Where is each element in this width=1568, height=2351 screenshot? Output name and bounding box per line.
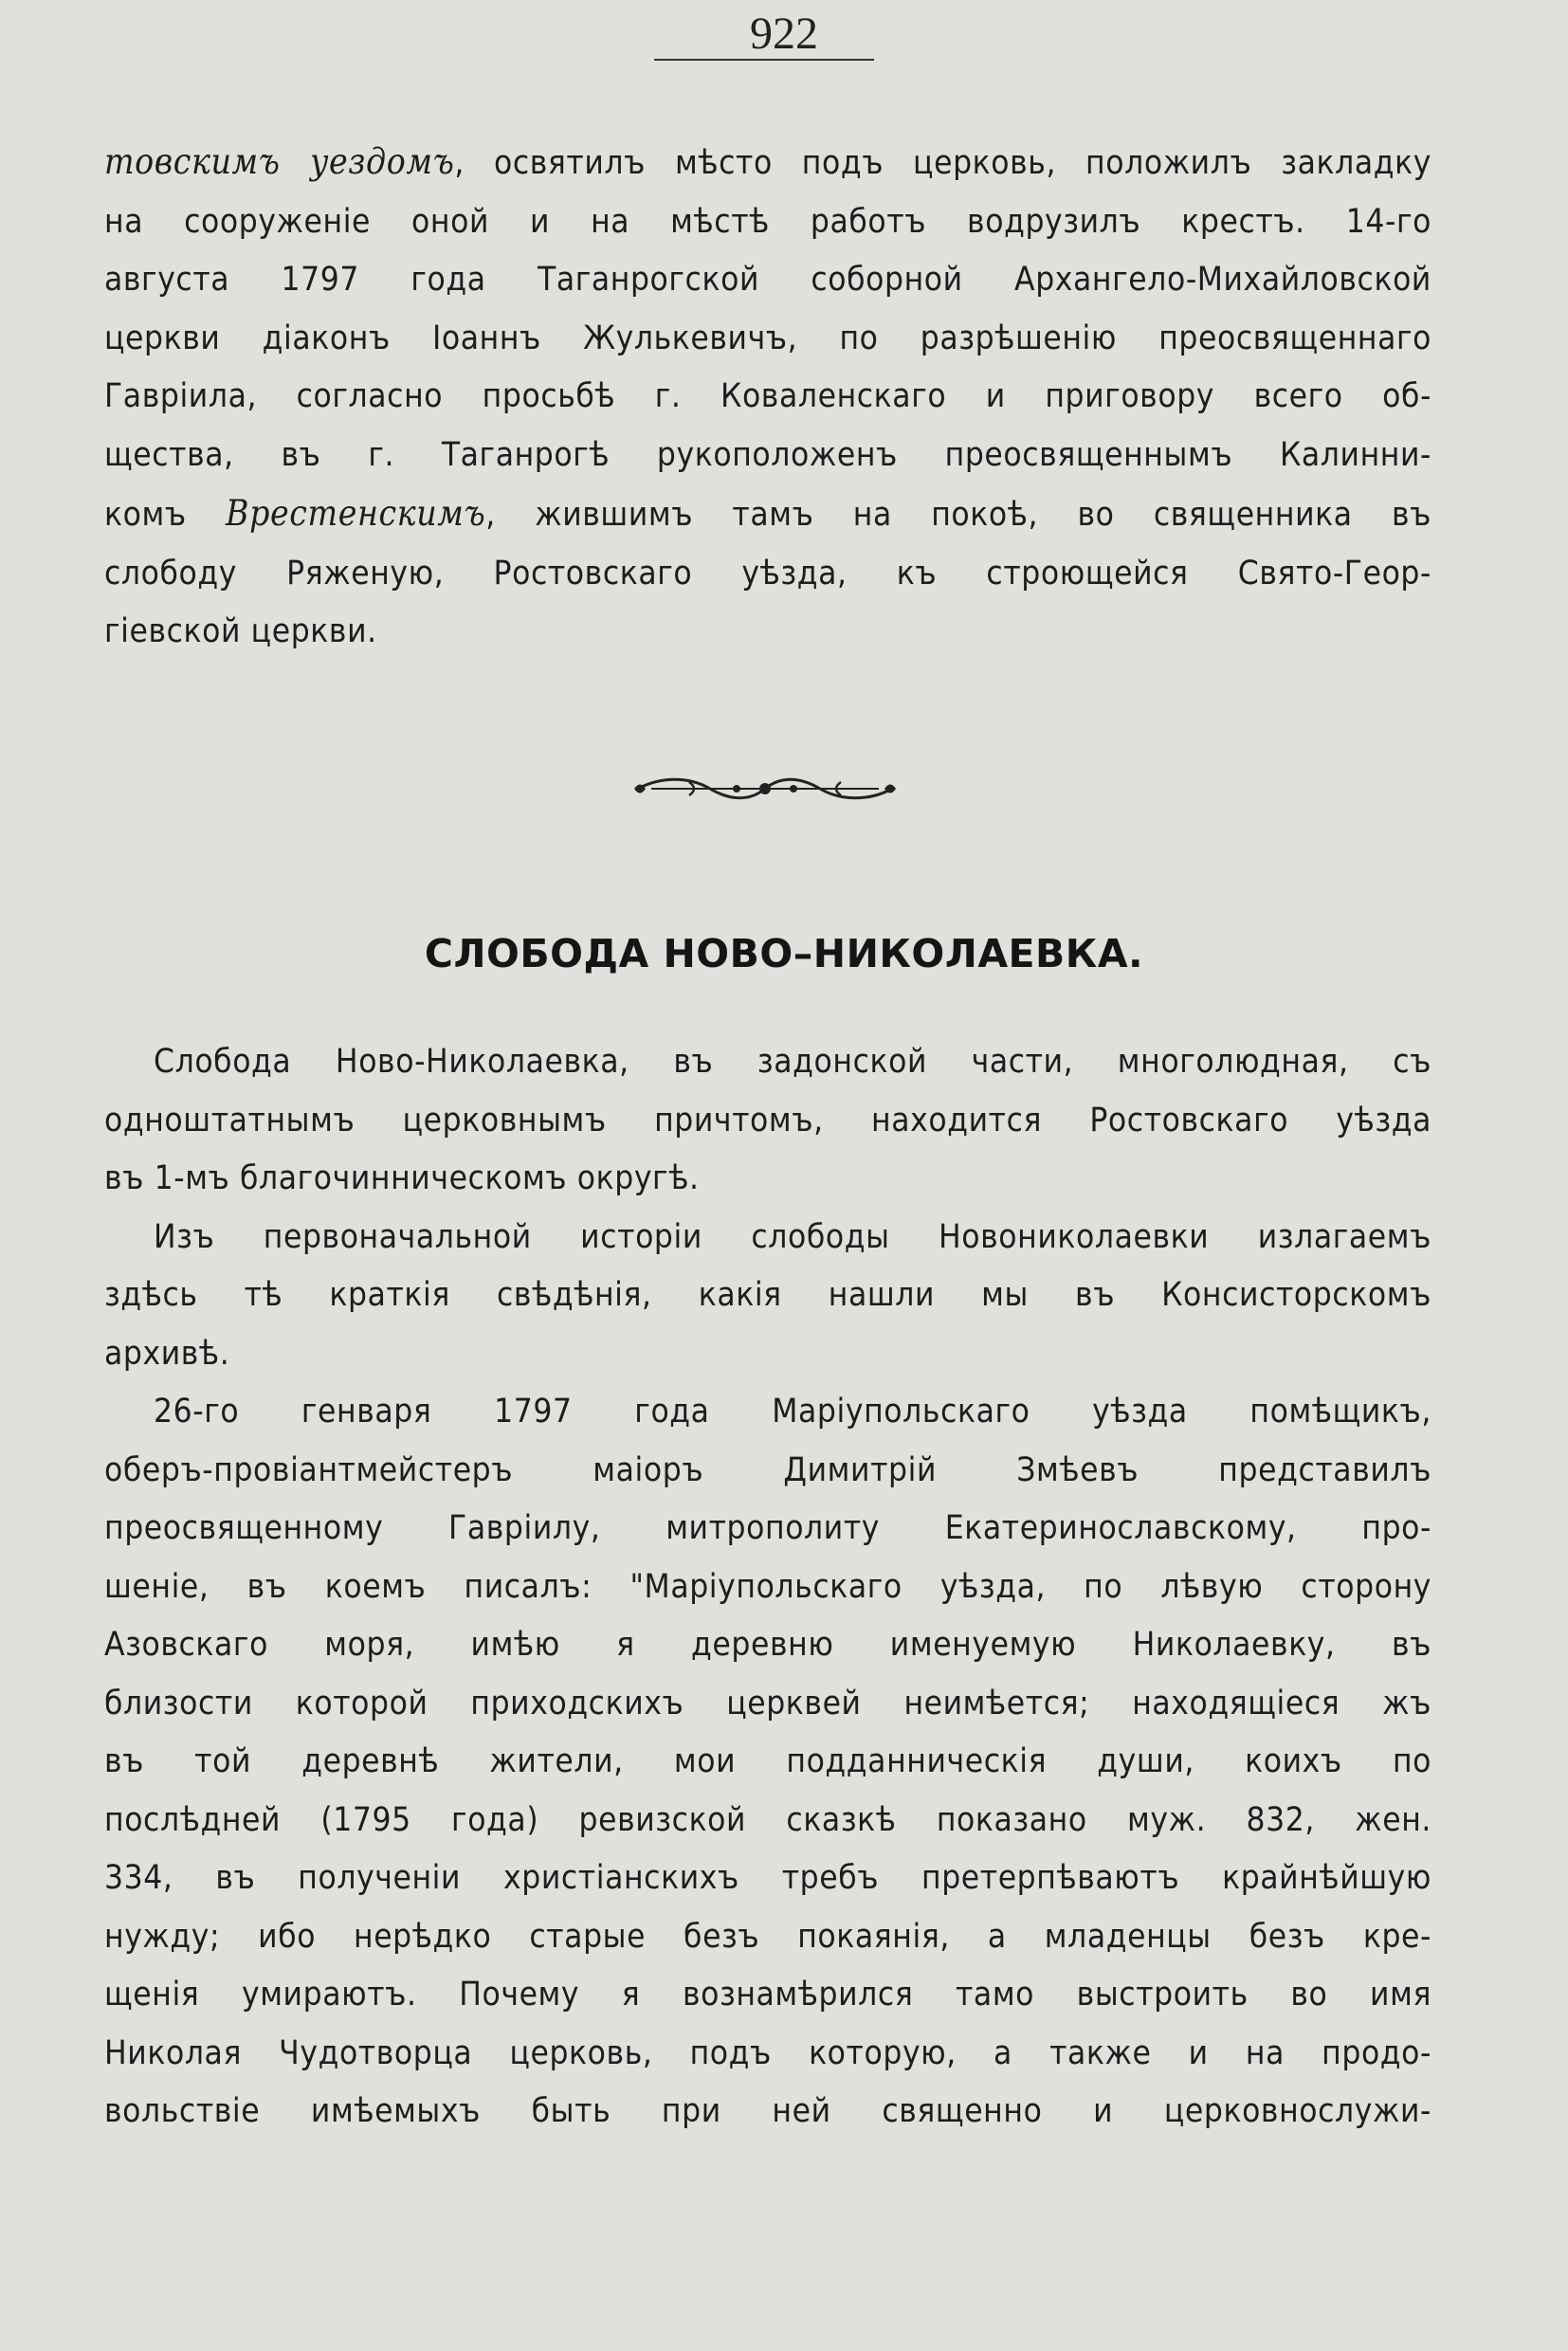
- text-line: 26-го генваря 1797 года Маріупольскаго уѣзда помѣщикъ,: [154, 1393, 1431, 1431]
- text-line: [104, 484, 1431, 545]
- text-line: архивѣ.: [104, 1334, 230, 1373]
- text-line: Николая Чудотворца церковь, подъ которую, а также и на продо-: [104, 2033, 1431, 2072]
- italic-text: Врестенскимъ: [226, 493, 486, 534]
- text-line: преосвященному Гавріилу, митрополиту Екатеринославскому, про-: [104, 1509, 1431, 1547]
- text-line: здѣсь тѣ краткія свѣдѣнія, какія нашли мы въ Консисторскомъ: [104, 1276, 1431, 1314]
- paragraph-continuation: [104, 133, 1431, 662]
- section-heading: СЛОБОДА НОВО–НИКОЛАЕВКА.: [424, 931, 1144, 976]
- text-line: Изъ первоначальной исторіи слободы Новониколаевки излагаемъ: [154, 1217, 1431, 1256]
- text-line: въ той деревнѣ жители, мои подданническія души, коихъ по: [104, 1742, 1431, 1780]
- text-line: [104, 133, 1431, 193]
- text-line: Слобода Ново-Николаевка, въ задонской части, многолюдная, съ: [154, 1043, 1431, 1081]
- text-line: вольствіе имѣемыхъ быть при ней священно и церковнослужи-: [104, 2092, 1431, 2130]
- text-line: щества, въ г. Таганрогѣ рукоположенъ преосвященнымъ Калинни-: [104, 435, 1431, 474]
- text-line: 334, въ полученіи христіанскихъ требъ претерпѣваютъ крайнѣйшую: [104, 1859, 1431, 1897]
- page-number: 922: [750, 9, 818, 59]
- text-line: одноштатнымъ церковнымъ причтомъ, находится Ростовскаго уѣзда: [104, 1101, 1431, 1139]
- text-line: Азовскаго моря, имѣю я деревню именуемую Николаевку, въ: [104, 1626, 1431, 1664]
- text-line: Гавріила, согласно просьбѣ г. Коваленскаго и приговору всего об-: [104, 377, 1431, 415]
- text-segment: , жившимъ тамъ на покоѣ, во священника въ: [485, 496, 1431, 534]
- section-body: [104, 1033, 1431, 2141]
- text-line: близости которой приходскихъ церквей неимѣется; находящіеся жъ: [104, 1684, 1431, 1722]
- text-line: послѣдней (1795 года) ревизской сказкѣ показано муж. 832, жен.: [104, 1800, 1431, 1839]
- text-line: гіевской церкви.: [104, 612, 377, 650]
- page-number-rule: [654, 59, 874, 61]
- text-line: церкви діаконъ Іоаннъ Жулькевичъ, по разрѣшенію преосвященнаго: [104, 319, 1431, 357]
- text-line: слободу Ряженую, Ростовскаго уѣзда, къ строющейся Свято-Геор-: [104, 554, 1431, 592]
- text-line: оберъ-провіантмейстеръ маіоръ Димитрій Змѣевъ представилъ: [104, 1450, 1431, 1489]
- text-segment: комъ: [104, 496, 227, 534]
- text-line: въ 1-мъ благочинническомъ округѣ.: [104, 1159, 700, 1197]
- text-line: щенія умираютъ. Почему я вознамѣрился тамо выстроить во имя: [104, 1976, 1431, 2014]
- italic-text: товскимъ уездомъ: [104, 141, 455, 182]
- text-segment: , освятилъ мѣсто подъ церковь, положилъ закладку: [454, 144, 1431, 182]
- decorative-ornament: [632, 773, 898, 805]
- text-line: на сооруженіе оной и на мѣстѣ работъ водрузилъ крестъ. 14-го: [104, 202, 1431, 241]
- text-line: августа 1797 года Таганрогской соборной Архангело-Михайловской: [104, 261, 1431, 299]
- text-line: нужду; ибо нерѣдко старые безъ покаянія, а младенцы безъ кре-: [104, 1917, 1431, 1956]
- text-line: шеніе, въ коемъ писалъ: "Маріупольскаго уѣзда, по лѣвую сторону: [104, 1567, 1431, 1606]
